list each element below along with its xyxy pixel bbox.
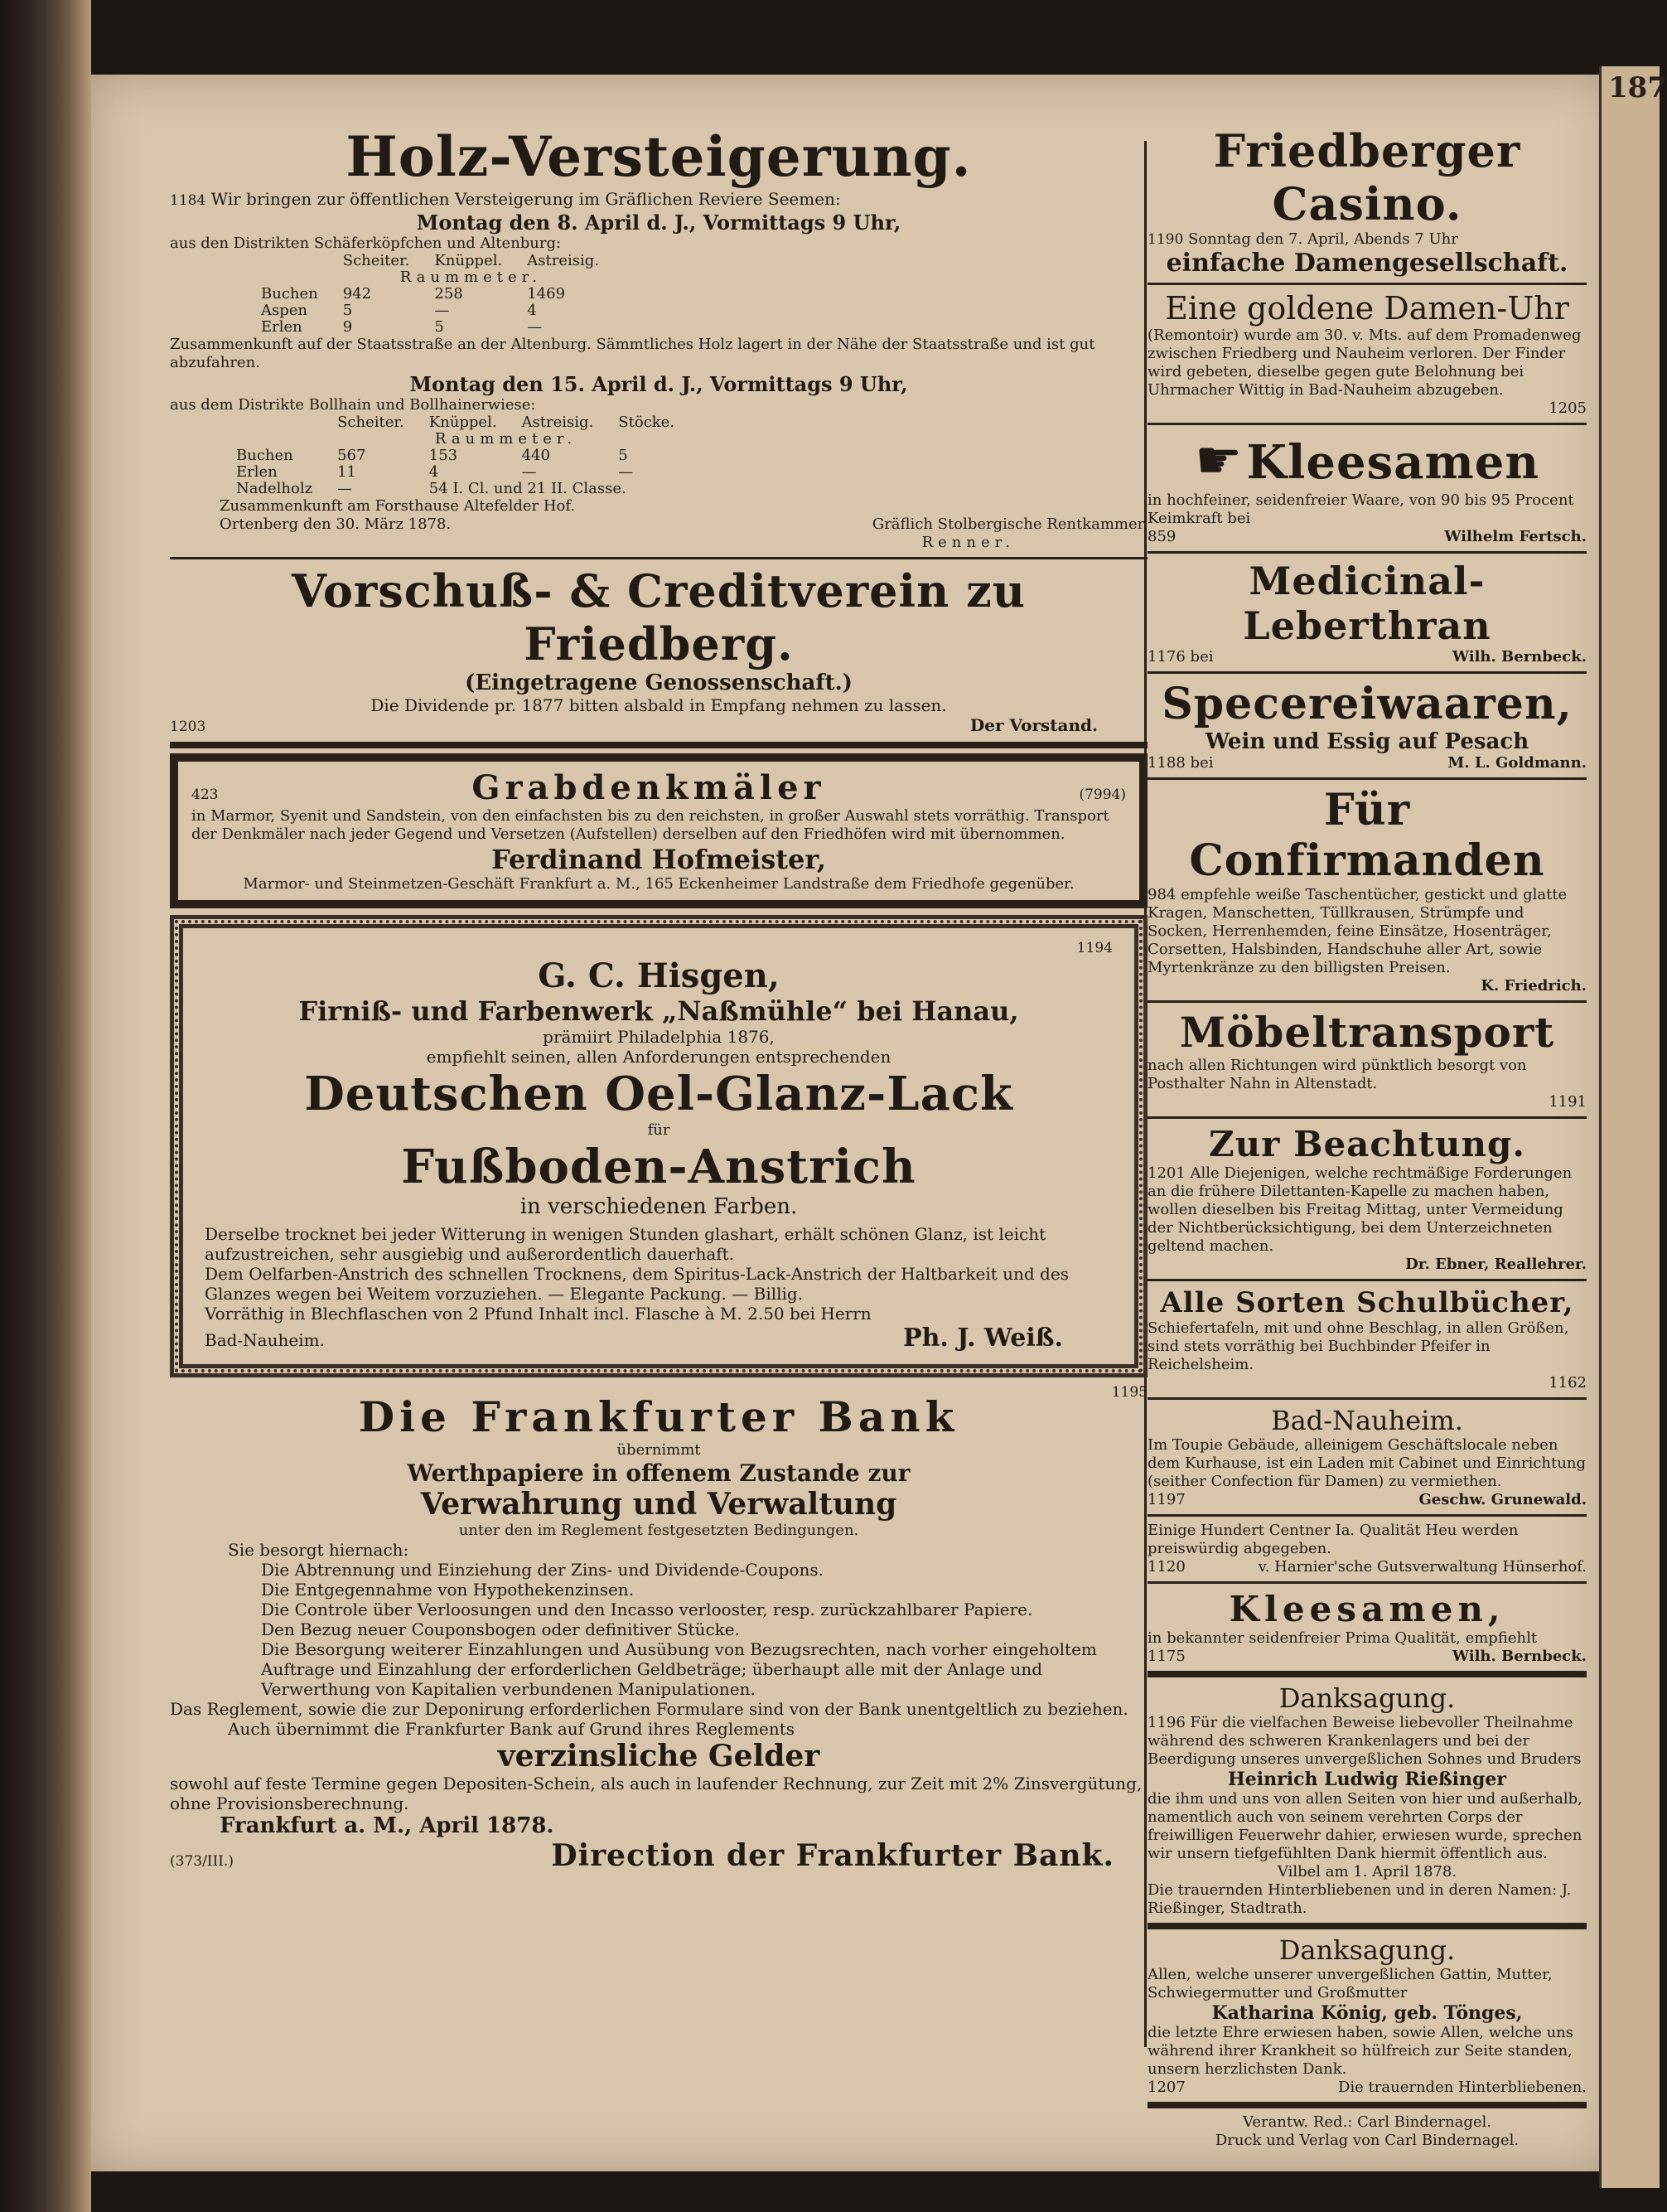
- bank-takes: übernimmt: [616, 1441, 701, 1459]
- moebel-text: nach allen Richtungen wird pünktlich besorgt von Posthalter Nahn in Altenstadt.: [1148, 1057, 1527, 1092]
- uhr-title: Eine goldene Damen-Uhr: [1165, 290, 1569, 327]
- col-head: Scheiter.: [342, 252, 410, 269]
- grab-text: in Marmor, Syenit und Sandstein, von den einfachsten bis zu den reichsten, in großer Auswahl stets vorräthig. Transport der Denkmäler nach jeder Gegend und Versetzen (Aufstellen) derselben auf den Friedhöfen wird mit übernommen.: [191, 807, 1109, 843]
- nauheim-title: Bad-Nauheim.: [1271, 1405, 1463, 1436]
- grabdenkmaeler-ad: [170, 753, 1148, 908]
- table-row: Nadelholz — 54 I. Cl. und 21 II. Classe.: [236, 480, 626, 497]
- klee-text: in hochfeiner, seidenfreier Waare, von 90 bis 95 Procent Keimkraft bei: [1148, 491, 1574, 527]
- danksagung-1-ad: [1148, 1682, 1587, 1918]
- holz-ad: [170, 124, 1148, 552]
- grab-title: Grabdenkmäler: [471, 768, 826, 807]
- klee-title: Kleesamen: [1246, 435, 1540, 490]
- table-row: Erlen 9 5 —: [261, 318, 543, 336]
- beacht-text: Alle Diejenigen, welche rechtmäßige Forderungen an die frühere Dilettanten-Kapelle zu machen haben, wollen dieselben bis Freitag Mittag, unter Vermeidung der Nichtberücksichtigung, bei dem Unterzeichneten geltend machen.: [1148, 1164, 1573, 1255]
- ad-number: 984: [1148, 886, 1177, 903]
- dank2-sign: Die trauernden Hinterbliebenen.: [1337, 2079, 1587, 2096]
- hisgen-place: Bad-Nauheim.: [205, 1330, 325, 1350]
- right-column: [1148, 124, 1587, 2150]
- beacht-title: Zur Beachtung.: [1209, 1124, 1525, 1164]
- table-row: Erlen 11 4 — —: [236, 463, 634, 481]
- grab-address: Marmor- und Steinmetzen-Geschäft Frankfurt a. M., 165 Eckenheimer Landstraße dem Friedhofe gegenüber.: [243, 875, 1075, 893]
- bank-line-3: unter den im Reglement festgesetzten Bedingungen.: [458, 1522, 859, 1539]
- ad-number: 1162: [1549, 1374, 1587, 1392]
- bank-list: [261, 1560, 1148, 1699]
- confirm-sign: K. Friedrich.: [1481, 977, 1587, 995]
- vorschuss-ad: [170, 564, 1148, 737]
- schul-text: Schiefertafeln, mit und ohne Beschlag, in allen Größen, sind stets vorräthig bei Buchbinder Pfeifer in Reichelsheim.: [1148, 1319, 1569, 1373]
- hisgen-sign: Ph. J. Weiß.: [903, 1324, 1063, 1353]
- dank1-text: Für die vielfachen Beweise liebevoller Theilnahme während des schweren Krankenlagers und bei der Beerdigung unseres unvergeßlichen Sohnes und Bruders: [1148, 1714, 1582, 1768]
- ad-number: 1201: [1148, 1164, 1186, 1182]
- bank-date: Frankfurt a. M., April 1878.: [220, 1813, 554, 1838]
- vorschuss-sub: (Eingetragene Genossenschaft.): [465, 670, 853, 695]
- specerei-sign: M. L. Goldmann.: [1447, 754, 1587, 772]
- dank1-title: Danksagung.: [1278, 1682, 1456, 1714]
- ad-number: 1176: [1148, 648, 1186, 666]
- ad-number: 423: [191, 787, 219, 803]
- hisgen-text-2: Dem Oelfarben-Anstrich des schnellen Trocknens, dem Spiritus-Lack-Anstrich der Haltbarkeit und des Glanzes wegen bei Weitem vorzuziehen. — Elegante Packung. — Billig.: [205, 1264, 1069, 1304]
- ad-number: 1203: [170, 719, 206, 735]
- hisgen-colors: in verschiedenen Farben.: [519, 1194, 798, 1219]
- ad-number: 1207: [1148, 2079, 1186, 2096]
- bank-sign: Direction der Frankfurter Bank.: [551, 1838, 1114, 1873]
- table-row: Aspen 5 — 4: [261, 302, 537, 319]
- klee-sign: Wilhelm Fertsch.: [1444, 528, 1587, 545]
- bank-line-1: Werthpapiere in offenem Zustande zur: [407, 1459, 911, 1487]
- ad-number: 1194: [1076, 940, 1113, 956]
- confirmanden-ad: [1148, 785, 1587, 995]
- book-spine-edge: [0, 0, 91, 2212]
- moebel-ad: [1148, 1008, 1587, 1111]
- list-item: Die Entgegennahme von Hypothekenzinsen.: [261, 1580, 635, 1600]
- uhr-text: (Remontoir) wurde am 30. v. Mts. auf dem Promadenweg zwischen Friedberg und Nauheim verloren. Der Finder wird gebeten, dieselbe gegen gute Belohnung bei Uhrmacher Wittig in Bad-Nauheim abzugeben.: [1148, 327, 1582, 399]
- bank-ad: [170, 1384, 1148, 1873]
- schulbuecher-ad: [1148, 1286, 1587, 1392]
- hisgen-sub: Firniß- und Farbenwerk „Naßmühle“ bei Hanau,: [298, 995, 1019, 1027]
- pointing-hand-icon: ☛: [1194, 430, 1243, 491]
- ad-number: 1120: [1148, 1558, 1186, 1576]
- vorschuss-title: Vorschuß- & Creditverein zu Friedberg.: [291, 564, 1027, 670]
- holz-sign-name: Renner.: [921, 534, 1015, 551]
- hisgen-award: prämiirt Philadelphia 1876,: [543, 1027, 775, 1047]
- col-head: Knüppel.: [434, 252, 503, 269]
- holz-table-1: [261, 253, 624, 336]
- holz-date-1: Montag den 8. April d. J., Vormittags 9 Uhr,: [416, 211, 901, 235]
- dank2-text-2: die letzte Ehre erwiesen haben, sowie Allen, welche uns während ihrer Krankheit so hülfreich zur Seite standen, unsern herzlichsten Dank.: [1148, 2024, 1574, 2078]
- ad-number: 1196: [1148, 1714, 1186, 1731]
- casino-ad: [1148, 124, 1587, 278]
- holz-place: Ortenberg den 30. März 1878.: [220, 515, 452, 533]
- ad-number: 1191: [1549, 1093, 1587, 1111]
- casino-title: Friedberger Casino.: [1213, 124, 1521, 230]
- holz-districts-2: aus dem Distrikte Bollhain und Bollhainerwiese:: [170, 396, 536, 414]
- vorschuss-sign: Der Vorstand.: [969, 715, 1098, 735]
- grab-name: Ferdinand Hofmeister,: [490, 844, 827, 875]
- hisgen-text-1: Derselbe trocknet bei jeder Witterung in wenigen Stunden glashart, erhält schönen Glanz, ist leicht aufzustreichen, sehr ausgiebig und außerordentlich dauerhaft.: [205, 1224, 1046, 1264]
- ad-ref: (7994): [1079, 787, 1126, 803]
- col-head: Astreisig.: [527, 252, 599, 269]
- bank-line-2: Verwahrung und Verwaltung: [420, 1487, 897, 1522]
- specerei-sub: Wein und Essig auf Pesach: [1205, 729, 1529, 754]
- kleesamen-2-ad: [1148, 1589, 1587, 1666]
- table-row: Buchen 942 258 1469: [261, 285, 566, 303]
- casino-event: einfache Damengesellschaft.: [1166, 249, 1568, 278]
- holz-date-2: Montag den 15. April d. J., Vormittags 9 Uhr,: [409, 372, 908, 396]
- bank-intro: Sie besorgt hiernach:: [228, 1540, 409, 1560]
- bank-interest: verzinsliche Gelder: [497, 1739, 820, 1774]
- page-number: 187: [1608, 71, 1667, 104]
- holz-table-2: Scheiter. Knüppel. Astreisig. Stöcke. Raummeter. Buchen 567 153 440 5 Erlen 11 4 — — Nadelholz — 54 I. Cl. und 21 II. Classe.: [236, 414, 699, 497]
- dank2-name: Katharina König, geb. Tönges,: [1211, 2002, 1523, 2024]
- dank1-sign: Die trauernden Hinterbliebenen und in deren Namen: J. Rießinger, Stadtrath.: [1148, 1881, 1572, 1917]
- bank-reglement: Das Reglement, sowie die zur Deponirung erforderlichen Formulare sind von der Bank unentgeltlich zu beziehen.: [170, 1699, 1128, 1719]
- klee2-title: Kleesamen,: [1229, 1589, 1505, 1629]
- leber-sign: Wilh. Bernbeck.: [1452, 648, 1587, 666]
- klee2-text: in bekannter seidenfreier Prima Qualität, empfiehlt: [1148, 1629, 1538, 1647]
- holz-sign: Gräflich Stolbergische Rentkammer.: [872, 515, 1148, 533]
- hisgen-fuer: für: [647, 1121, 670, 1139]
- holz-title: Holz-Versteigerung.: [345, 124, 972, 189]
- nauheim-text: Im Toupie Gebäude, alleinigem Geschäftslocale neben dem Kurhause, ist ein Laden mit Cabinet und Einrichtung (seither Confection für Damen) zu vermiethen.: [1148, 1436, 1586, 1490]
- adjacent-page-edge: [1599, 66, 1667, 2188]
- list-item: Den Bezug neuer Couponsbogen oder definitiver Stücke.: [261, 1619, 740, 1639]
- bank-title: Die Frankfurter Bank: [358, 1392, 959, 1441]
- casino-text: Sonntag den 7. April, Abends 7 Uhr: [1188, 230, 1458, 248]
- ad-number: 1175: [1148, 1648, 1186, 1665]
- confirm-title: Für Confirmanden: [1189, 785, 1545, 886]
- bank-also: Auch übernimmt die Frankfurter Bank auf Grund ihres Reglements: [228, 1719, 795, 1739]
- ad-number: 1195: [1111, 1384, 1148, 1401]
- leber-title: Medicinal-Leberthran: [1243, 559, 1491, 648]
- heu-text: Einige Hundert Centner Ia. Qualität Heu werden preiswürdig abgegeben.: [1148, 1522, 1519, 1557]
- bad-nauheim-ad: [1148, 1405, 1587, 1509]
- nauheim-sign: Geschw. Grunewald.: [1418, 1491, 1587, 1508]
- ad-number: 1197: [1148, 1491, 1186, 1508]
- unit-label: Raummeter.: [399, 269, 543, 286]
- beacht-sign: Dr. Ebner, Reallehrer.: [1405, 1256, 1587, 1273]
- hisgen-rec: empfiehlt seinen, allen Anforderungen entsprechenden: [426, 1047, 891, 1067]
- list-item: Die Abtrennung und Einziehung der Zins- und Dividende-Coupons.: [261, 1560, 824, 1580]
- specerei-ad: Specereiwaaren, Wein und Essig auf Pesach 1188 bei M. L. Goldmann.: [1148, 679, 1587, 772]
- leberthran-ad: Medicinal-Leberthran 1176 bei Wilh. Bernbeck.: [1148, 559, 1587, 666]
- confirm-text: empfehle weiße Taschentücher, gestickt und glatte Kragen, Manschetten, Tüllkrausen, Strümpfe und Socken, Herrenhemden, feine Einsätze, Hosenträger, Corsetten, Halsbinden, Handschuhe aller Art, sowie Myrtenkränze zu den billigsten Preisen.: [1148, 886, 1568, 976]
- ad-number: 1188: [1148, 754, 1186, 772]
- dank1-text-2: die ihm und uns von allen Seiten von hier und außerhalb, namentlich auch von seinem verehrten Corps der freiwilligen Feuerwehr dahier, erwiesen wurde, sprechen wir unsern tiefgefühlten Dank hiermit öffentlich aus.: [1148, 1790, 1582, 1862]
- ad-number: 1190: [1148, 231, 1184, 248]
- list-item: Die Besorgung weiterer Einzahlungen und Ausübung von Bezugsrechten, nach vorher eingeholtem Auftrage und Einzahlung der erforderlichen Geldbeträge; überhaupt alle mit der Anlage und Verwerthung von Kapitalien verbundenen Manipulationen.: [261, 1639, 1097, 1699]
- hisgen-ad: [170, 915, 1148, 1377]
- moebel-title: Möbeltransport: [1179, 1008, 1555, 1057]
- vorschuss-text: Die Dividende pr. 1877 bitten alsbald in Empfang nehmen zu lassen.: [370, 695, 947, 715]
- holz-intro: Wir bringen zur öffentlichen Versteigerung im Gräflichen Reviere Seemen:: [210, 189, 841, 209]
- dank1-name: Heinrich Ludwig Rießinger: [1228, 1769, 1506, 1790]
- specerei-title: Specereiwaaren,: [1162, 679, 1573, 729]
- hisgen-product: Deutschen Oel-Glanz-Lack: [304, 1067, 1013, 1121]
- uhr-ad: [1148, 290, 1587, 418]
- bank-code: (373/III.): [170, 1853, 234, 1870]
- schul-title: Alle Sorten Schulbücher,: [1160, 1286, 1574, 1319]
- dank1-place: Vilbel am 1. April 1878.: [1277, 1863, 1457, 1880]
- dank2-title: Danksagung.: [1278, 1934, 1456, 1966]
- kleesamen-1-ad: [1148, 430, 1587, 546]
- holz-note-2: Zusammenkunft am Forsthause Altefelder Hof.: [220, 497, 576, 515]
- ad-number: 1205: [1549, 399, 1587, 417]
- ad-number: 1184: [170, 192, 206, 209]
- left-column: [170, 124, 1148, 1873]
- heu-sign: v. Harnier'sche Gutsverwaltung Hünserhof.: [1258, 1558, 1587, 1576]
- holz-note-1: Zusammenkunft auf der Staatsstraße an der Altenburg. Sämmtliches Holz lagert in der Nähe der Staatsstraße und ist gut abzufahren.: [170, 336, 1095, 371]
- klee2-sign: Wilh. Bernbeck.: [1452, 1648, 1587, 1665]
- hisgen-title: G. C. Hisgen,: [538, 956, 780, 995]
- danksagung-2-ad: [1148, 1934, 1587, 2097]
- beachtung-ad: [1148, 1124, 1587, 1274]
- holz-districts-1: aus den Distrikten Schäferköpfchen und Altenburg:: [170, 235, 562, 252]
- ad-number: 859: [1148, 528, 1177, 545]
- table-row: Buchen 567 153 440 5: [236, 447, 628, 464]
- bank-terms: sowohl auf feste Termine gegen Depositen-Schein, als auch in laufender Rechnung, zur Zeit mit 2% Zinsvergütung, ohne Provisionsberechnung.: [170, 1774, 1143, 1813]
- imprint-editor: Verantw. Red.: Carl Bindernagel.: [1242, 2113, 1492, 2131]
- hisgen-text-3: Vorräthig in Blechflaschen von 2 Pfund Inhalt incl. Flasche à M. 2.50 bei Herrn: [205, 1304, 872, 1324]
- imprint-publisher: Druck und Verlag von Carl Bindernagel.: [1215, 2132, 1520, 2149]
- hisgen-use: Fußboden-Anstrich: [401, 1140, 916, 1194]
- list-item: Die Controle über Verloosungen und den Incasso verlooster, resp. zurückzahlbarer Papiere.: [261, 1600, 1033, 1619]
- heu-ad: [1148, 1522, 1587, 1576]
- dank2-text: Allen, welche unserer unvergeßlichen Gattin, Mutter, Schwiegermutter und Großmutter: [1148, 1966, 1553, 2001]
